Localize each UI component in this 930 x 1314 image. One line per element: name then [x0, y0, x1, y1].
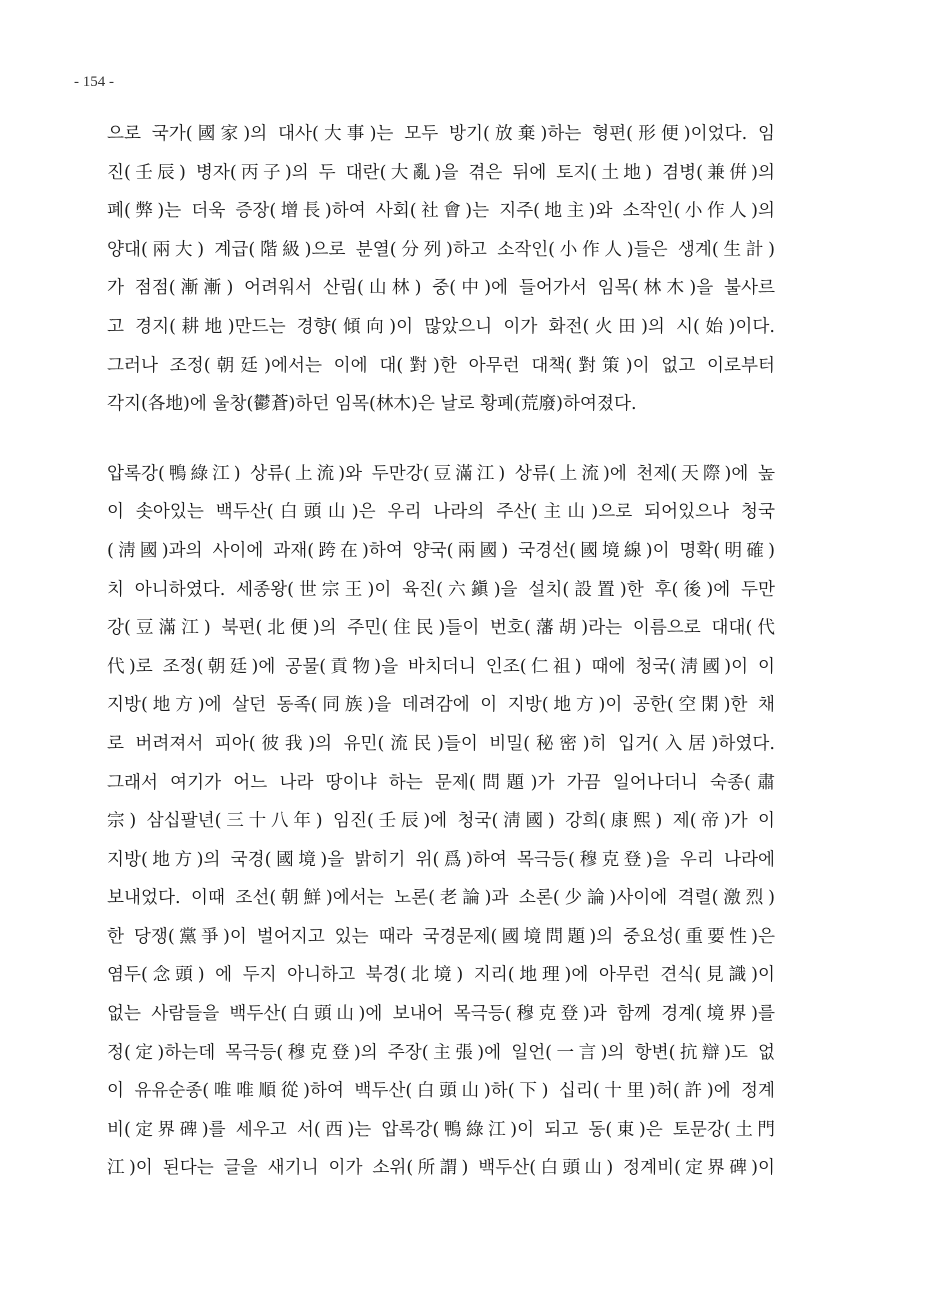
paragraph-1: [107, 115, 775, 424]
text-line: 없는 사람들을 백두산(白頭山)에 보내어 목극등(穆克登)과 함께 경계(境界)를: [107, 1004, 775, 1025]
text-line: 정(定)하는데 목극등(穆克登)의 주장(主張)에 일언(一言)의 항변(抗辯)도 없: [107, 1042, 775, 1063]
text-line: 보내었다. 이때 조선(朝鮮)에서는 노론(老論)과 소론(少論)사이에 격렬(激烈): [107, 888, 775, 909]
text-line: 代)로 조정(朝廷)에 공물(貢物)을 바치더니 인조(仁祖) 때에 청국(淸國)이 이: [107, 656, 775, 677]
text-line: 고 경지(耕地)만드는 경향(傾向)이 많았으니 이가 화전(火田)의 시(始)이다.: [107, 316, 775, 337]
text-line: 이 솟아있는 백두산(白頭山)은 우리 나라의 주산(主山)으로 되어있으나 청국: [107, 502, 775, 523]
text-line: 로 버려져서 피아(彼我)의 유민(流民)들이 비밀(秘密)히 입거(入居)하였다.: [107, 733, 775, 754]
text-line: 치 아니하였다. 세종왕(世宗王)이 육진(六鎭)을 설치(設置)한 후(後)에 두만: [107, 579, 775, 600]
page-number: - 154 -: [74, 74, 114, 90]
text-line: 폐(弊)는 더욱 증장(增長)하여 사회(社會)는 지주(地主)와 소작인(小作人)의: [107, 201, 775, 222]
text-line: 宗) 삼십팔년(三十八年) 임진(壬辰)에 청국(淸國) 강희(康熙) 제(帝)가 이: [107, 811, 775, 832]
text-line: 강(豆滿江) 북편(北便)의 주민(住民)들이 번호(藩胡)라는 이름으로 대대(代: [107, 618, 775, 639]
text-line: 으로 국가(國家)의 대사(大事)는 모두 방기(放棄)하는 형편(形便)이었다. 임: [107, 124, 775, 144]
text-line: 이 유유순종(唯唯順從)하여 백두산(白頭山)하(下) 십리(十里)허(許)에 정계: [107, 1081, 775, 1102]
text-line: 그래서 여기가 어느 나라 땅이냐 하는 문제(問題)가 가끔 일어나더니 숙종(肅: [107, 772, 775, 793]
text-line: 염두(念頭) 에 두지 아니하고 북경(北境) 지리(地理)에 아무런 견식(見識)이: [107, 965, 775, 986]
text-line: 가 점점(漸漸) 어려워서 산림(山林) 중(中)에 들어가서 임목(林木)을 불사르: [107, 278, 775, 299]
text-line: 지방(地方)에 살던 동족(同族)을 데려감에 이 지방(地方)이 공한(空閑)한 채: [107, 695, 775, 716]
text-line: 비(定界碑)를 세우고 서(西)는 압록강(鴨綠江)이 되고 동(東)은 토문강(土門: [107, 1119, 775, 1140]
paragraph-2: [107, 455, 775, 1188]
text-line: 지방(地方)의 국경(國境)을 밝히기 위(爲)하여 목극등(穆克登)을 우리 나라에: [107, 849, 775, 870]
text-line: 그러나 조정(朝廷)에서는 이에 대(對)한 아무런 대책(對策)이 없고 이로부터: [107, 355, 775, 376]
text-line: 압록강(鴨綠江) 상류(上流)와 두만강(豆滿江) 상류(上流)에 천제(天際)에 높: [107, 463, 775, 484]
text-line: 양대(兩大) 계급(階級)으로 분열(分列)하고 소작인(小作人)들은 생계(生計): [107, 239, 775, 260]
text-line: 한 당쟁(黨爭)이 벌어지고 있는 때라 국경문제(國境問題)의 중요성(重要性)은: [107, 926, 775, 947]
text-line: 진(壬辰) 병자(丙子)의 두 대란(大亂)을 겪은 뒤에 토지(土地) 겸병(兼倂)의: [107, 162, 775, 183]
paragraph-gap: [107, 424, 775, 455]
body-text: [107, 115, 775, 1188]
text-line: 江)이 된다는 글을 새기니 이가 소위(所謂) 백두산(白頭山) 정계비(定界碑)이: [107, 1158, 775, 1179]
text-line: 각지(各地)에 울창(鬱蒼)하던 임목(林木)은 날로 황폐(荒廢)하여졌다.: [107, 394, 637, 415]
text-line: (淸國)과의 사이에 과재(跨在)하여 양국(兩國) 국경선(國境線)이 명확(明確): [107, 540, 775, 561]
